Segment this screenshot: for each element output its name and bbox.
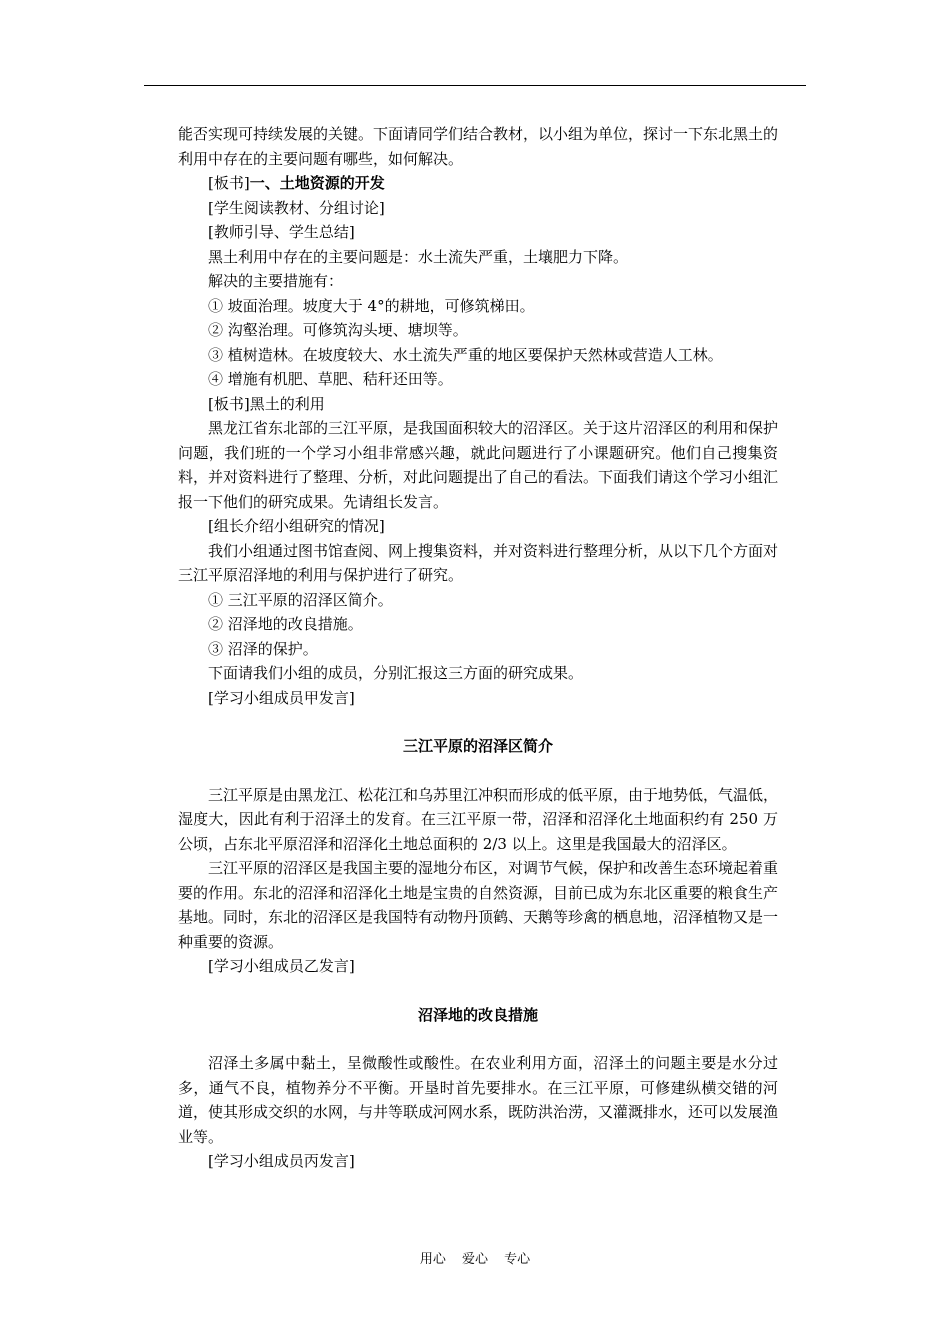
paragraph: 沼泽土多属中黏土，呈微酸性或酸性。在农业利用方面，沼泽土的问题主要是水分过多，通气不良，植物养分不平衡。开垦时首先要排水。在三江平原，可修建纵横交错的河道，使其形成交织的水网，与井等联成河网水系，既防洪治涝，又灌溉排水，还可以发展渔业等。 <box>178 1054 779 1146</box>
paragraph: 下面请我们小组的成员，分别汇报这三方面的研究成果。 <box>208 664 584 682</box>
paragraph: 黑龙江省东北部的三江平原，是我国面积较大的沼泽区。关于这片沼泽区的利用和保护问题，我们班的一个学习小组非常感兴趣，就此问题进行了小课题研究。他们自己搜集资料，并对资料进行了整理、分析，对此问题提出了自己的看法。下面我们请这个学习小组汇报一下他们的研究成果。先请组长发言。 <box>178 419 779 511</box>
stage-note: [学习小组成员丙发言] <box>208 1152 355 1170</box>
board-note: [板书]黑土的利用 <box>208 394 325 413</box>
list-item: ② 沼泽地的改良措施。 <box>208 615 363 633</box>
stage-note: [组长介绍小组研究的情况] <box>208 517 385 535</box>
stage-note: [教师引导、学生总结] <box>208 223 355 241</box>
section-heading: 三江平原的沼泽区简介 <box>402 737 553 755</box>
board-prefix: [板书] <box>208 174 250 192</box>
list-item: ② 沟壑治理。可修筑沟头埂、塘坝等。 <box>208 321 468 339</box>
list-item: ① 三江平原的沼泽区简介。 <box>208 590 393 609</box>
page-footer: 用心 爱心 专心 <box>419 1252 531 1267</box>
header-rule <box>144 85 806 86</box>
list-item: ③ 沼泽的保护。 <box>208 639 318 658</box>
paragraph: 三江平原的沼泽区是我国主要的湿地分布区，对调节气候，保护和改善生态环境起着重要的作用。东北的沼泽和沼泽化土地是宝贵的自然资源，目前已成为东北区重要的粮食生产基地。同时，东北的沼泽区是我国特有动物丹顶鹤、天鹅等珍禽的栖息地，沼泽植物又是一种重要的资源。 <box>178 859 779 951</box>
list-item: ① 坡面治理。坡度大于 4°的耕地，可修筑梯田。 <box>208 296 535 315</box>
document-body <box>178 122 778 1174</box>
list-item: ④ 增施有机肥、草肥、秸秆还田等。 <box>208 370 453 388</box>
board-note <box>178 171 778 196</box>
paragraph: 黑土利用中存在的主要问题是：水土流失严重，土壤肥力下降。 <box>208 247 629 266</box>
section-heading: 沼泽地的改良措施 <box>417 1005 538 1024</box>
paragraph: 我们小组通过图书馆查阅、网上搜集资料，并对资料进行整理分析，从以下几个方面对三江平原沼泽地的利用与保护进行了研究。 <box>178 541 779 584</box>
stage-note: [学生阅读教材、分组讨论] <box>208 198 385 217</box>
stage-note: [学习小组成员甲发言] <box>208 688 355 707</box>
paragraph: 三江平原是由黑龙江、松花江和乌苏里江冲积而形成的低平原，由于地势低，气温低，湿度大，因此有利于沼泽土的发育。在三江平原一带，沼泽和沼泽化土地面积约有 250 万公顷，占东北平原沼泽和沼泽化土地总面积的 2/3 以上。这里是我国最大的沼泽区。 <box>178 785 779 853</box>
section-title: 一、土地资源的开发 <box>249 174 385 192</box>
list-item: ③ 植树造林。在坡度较大、水土流失严重的地区要保护天然林或营造人工林。 <box>208 345 723 364</box>
paragraph: 解决的主要措施有： <box>208 272 344 290</box>
paragraph: 能否实现可持续发展的关键。下面请同学们结合教材，以小组为单位，探讨一下东北黑土的利用中存在的主要问题有哪些，如何解决。 <box>178 125 779 168</box>
stage-note: [学习小组成员乙发言] <box>208 957 355 975</box>
